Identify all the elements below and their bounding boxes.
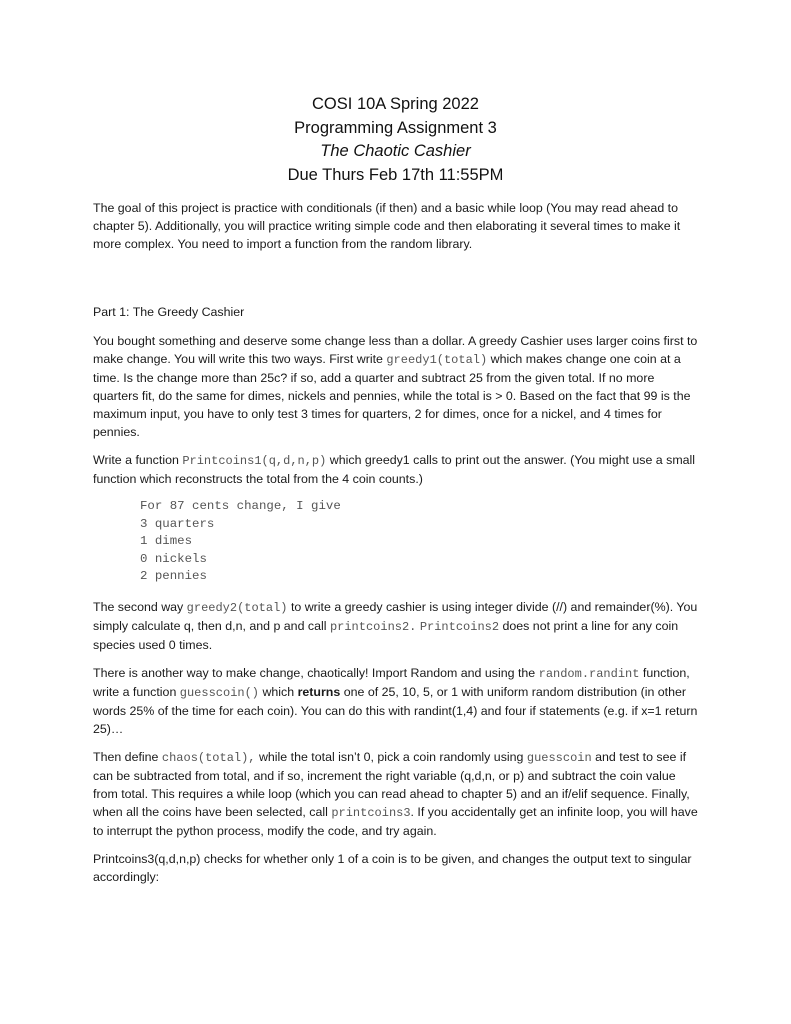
part1-paragraph-5: Then define chaos(total), while the total isn’t 0, pick a coin randomly using guesscoin and test to see if can be subtracted from total, and if so, increment the right variable (q,d,n, or p) and subtract the coin value from total. This requires a while loop (which you can read ahead to chapter 5) and an if/elif sequence. Finally, when all the coins have been selected, call printcoins3. If you accidentally get an infinite loop, you will have to interrupt the python process, modify the code, and try again. [93, 749, 698, 838]
course-title: COSI 10A Spring 2022 [312, 95, 479, 113]
part1-paragraph-6: Printcoins3(q,d,n,p) checks for whether only 1 of a coin is to be given, and changes the output text to singular accordingly: [93, 851, 692, 884]
document-body [93, 199, 703, 886]
assignment-subtitle: The Chaotic Cashier [320, 142, 471, 160]
inline-code: greedy1(total) [386, 353, 488, 367]
inline-code: guesscoin [526, 750, 592, 765]
inline-code: printcoins2. [329, 619, 417, 634]
inline-code: Printcoins1(q,d,n,p) [182, 454, 327, 468]
document-header [0, 93, 791, 187]
emphasis: returns [297, 684, 341, 699]
inline-code: random.randint [538, 666, 640, 681]
part1-paragraph-4: There is another way to make change, chaotically! Import Random and using the random.randint function, write a function guesscoin() which returns one of 25, 10, 5, or 1 with uniform random distribution (in other words 25% of the time for each coin). You can do this with randint(1,4) and four if statements (e.g. if x=1 return 25)… [93, 665, 698, 736]
example-line: 1 dimes [140, 534, 193, 549]
example-line: 0 nickels [140, 551, 207, 566]
part1-heading: Part 1: The Greedy Cashier [93, 305, 245, 319]
inline-code: guesscoin() [179, 685, 259, 700]
part1-paragraph-2: Write a function Printcoins1(q,d,n,p) which greedy1 calls to print out the answer. (You might use a small function which reconstructs the total from the 4 coin counts.) [93, 453, 696, 486]
inline-code: greedy2(total) [186, 600, 288, 615]
intro-paragraph: The goal of this project is practice with conditionals (if then) and a basic while loop (You may read ahead to chapter 5). Additionally, you will practice writing simple code and then elaborating it several times to make it more complex. You need to import a function from the random library. [93, 201, 681, 251]
part1-paragraph-3: The second way greedy2(total) to write a greedy cashier is using integer divide (//) and remainder(%). You simply calculate q, then d,n, and p and call printcoins2. Printcoins2 does not print a line for any coin species used 0 times. [93, 599, 698, 652]
example-line: 2 pennies [140, 569, 207, 584]
example-line: 3 quarters [140, 516, 215, 531]
part1-paragraph-1: You bought something and deserve some change less than a dollar. A greedy Cashier uses larger coins first to make change. You will write this two ways. First write greedy1(total) which makes change one coin at a time. Is the change more than 25c? if so, add a quarter and subtract 25 from the given total. If no more quarters fit, do the same for dimes, nickels and pennies, while the total is > 0. Based on the fact that 99 is the maximum input, you have to only test 3 times for quarters, 2 for dimes, once for a nickel, and 4 times for pennies. [93, 334, 698, 439]
inline-code: Printcoins2 [419, 619, 500, 634]
due-date: Due Thurs Feb 17th 11:55PM [287, 165, 504, 184]
inline-code: printcoins3 [331, 805, 411, 820]
assignment-title: Programming Assignment 3 [294, 118, 497, 137]
inline-code: chaos(total), [161, 750, 256, 765]
example-output [140, 498, 703, 586]
example-line: For 87 cents change, I give [140, 499, 341, 513]
